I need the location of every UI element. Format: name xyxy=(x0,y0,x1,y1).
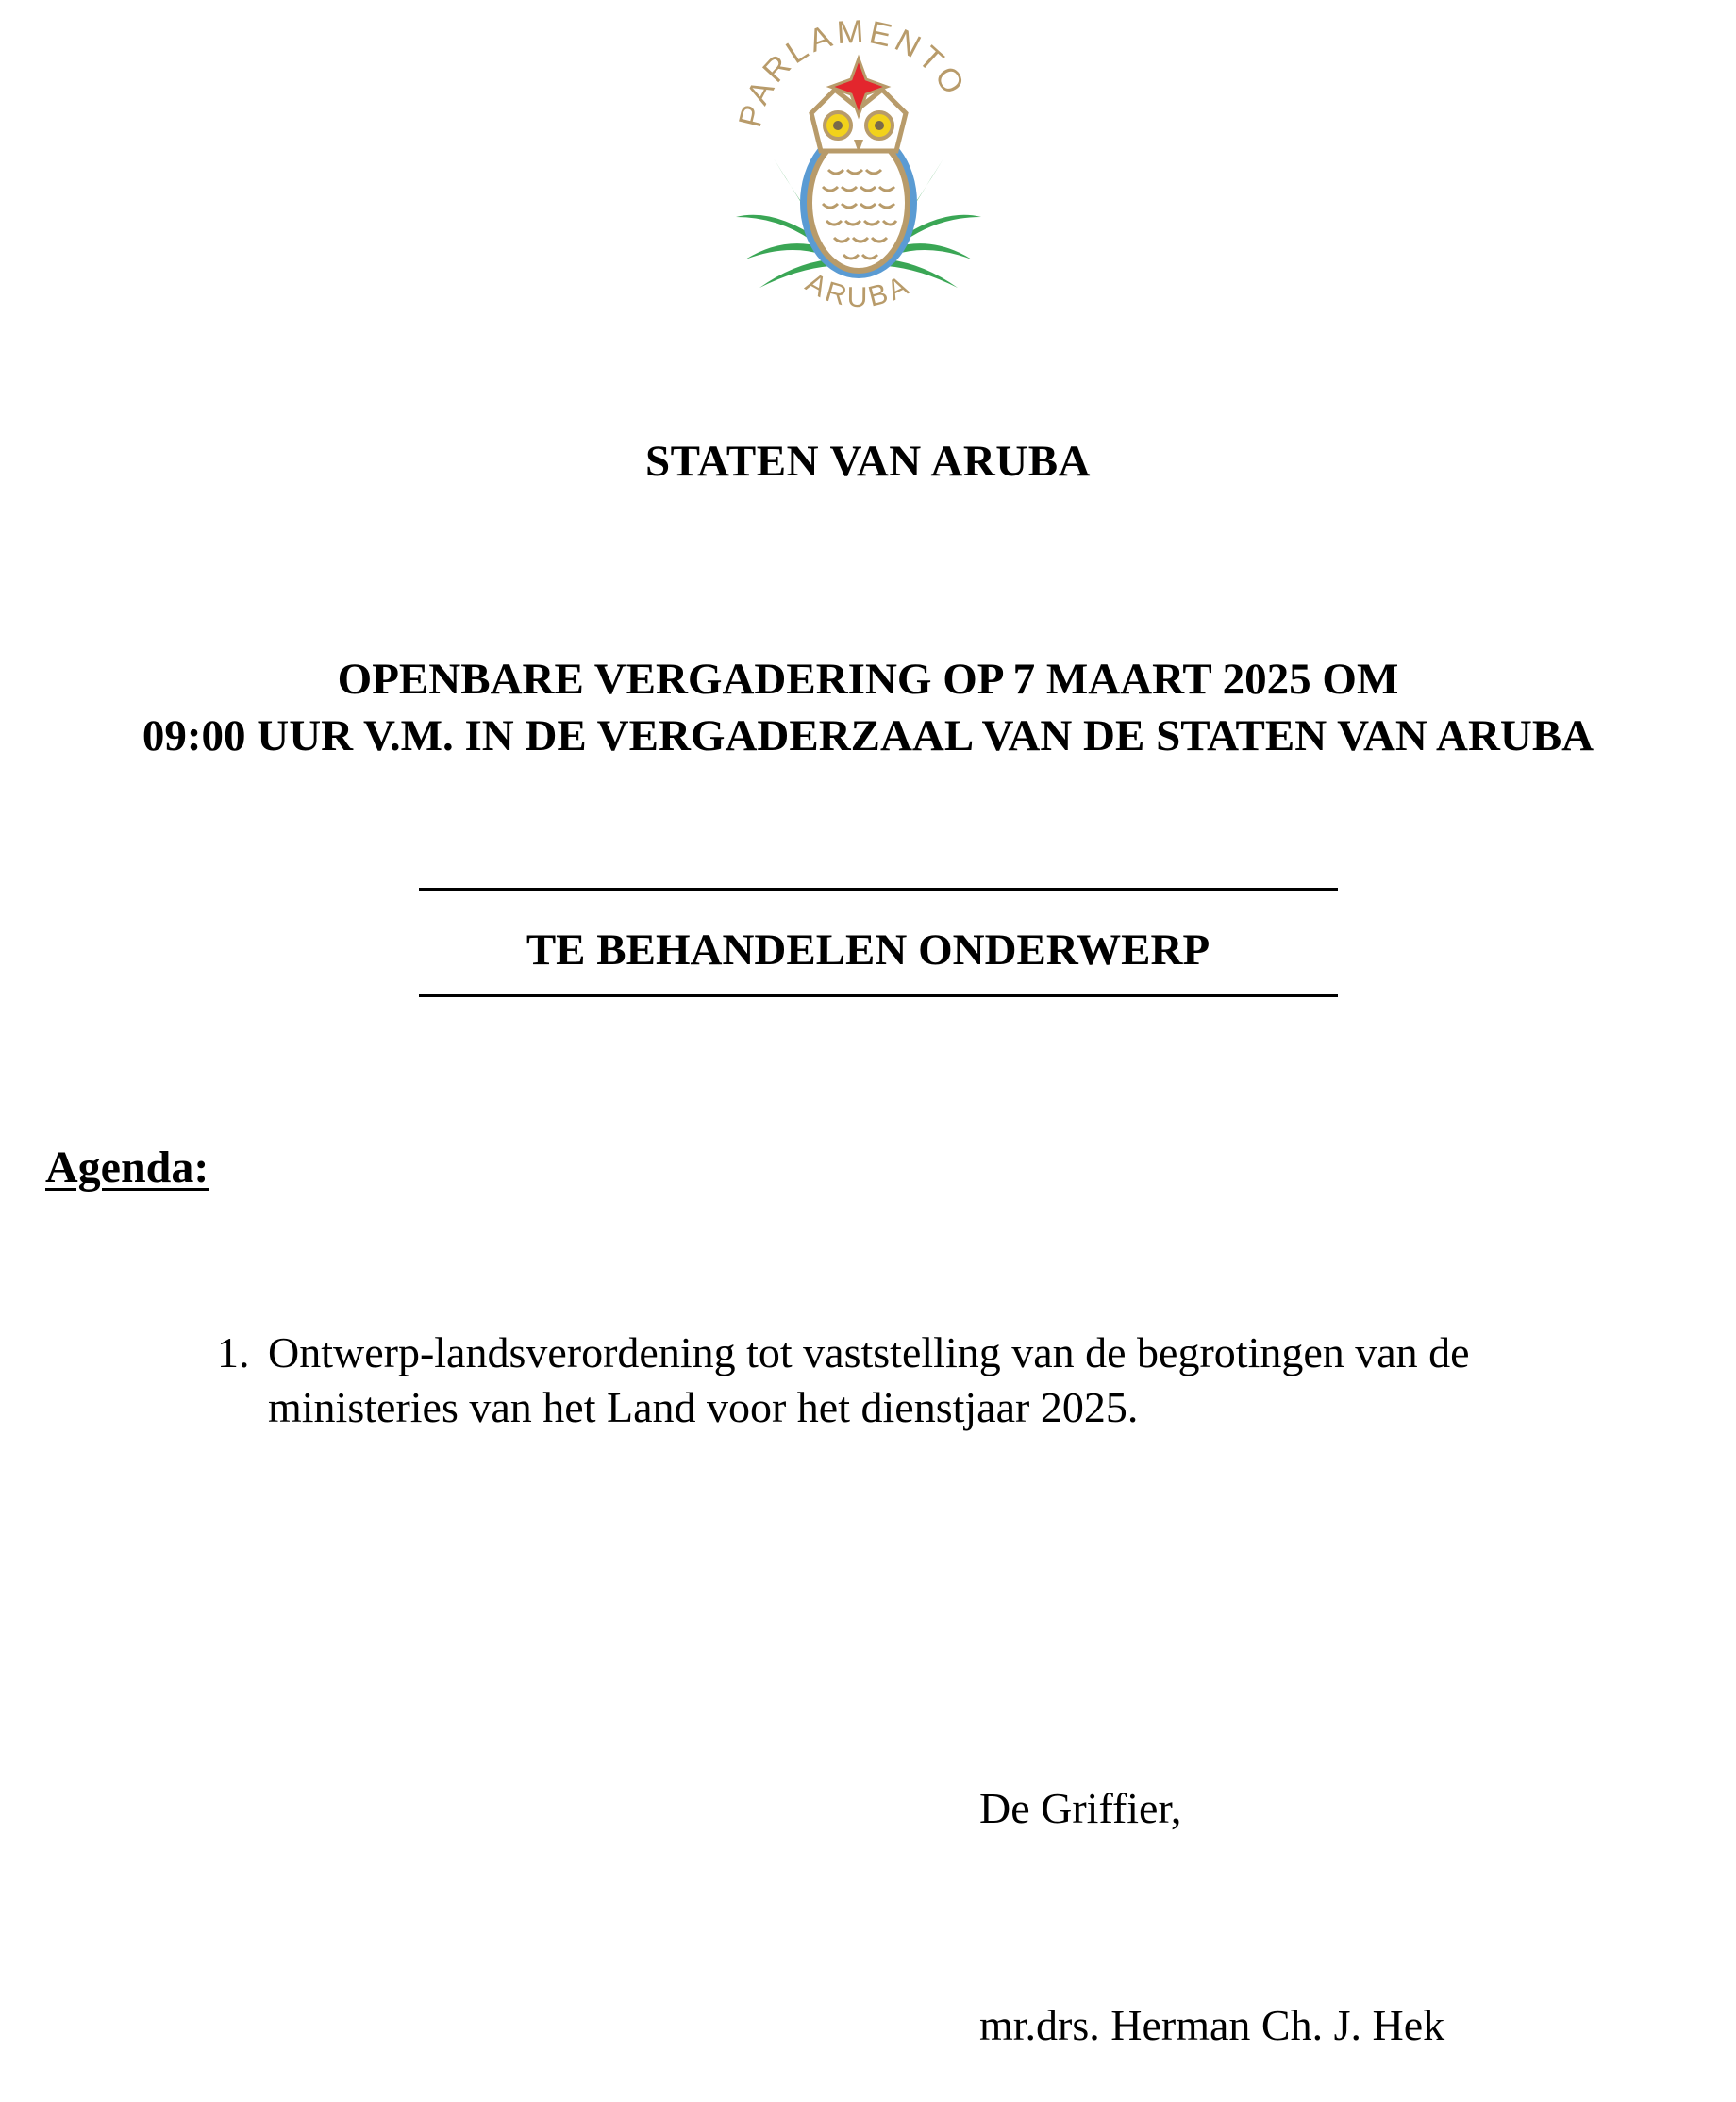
meeting-heading xyxy=(0,651,1736,764)
agenda-label: Agenda: xyxy=(45,1143,209,1193)
parlamento-aruba-logo xyxy=(717,0,1000,330)
logo-arc-bottom-text: ARUBA xyxy=(800,266,917,314)
agenda-item-text-line-2: ministeries van het Land voor het dienstjaar 2025. xyxy=(268,1383,1139,1431)
logo-arc-top-text: PARLAMENTO xyxy=(732,13,974,131)
agenda-item xyxy=(217,1326,1594,1435)
subject-divider-bottom xyxy=(419,994,1338,997)
agenda-item-number: 1. xyxy=(217,1328,250,1376)
signoff-closing: De Griffier, xyxy=(979,1784,1182,1832)
meeting-heading-line-2: 09:00 UUR V.M. IN DE VERGADERZAAL VAN DE STATEN VAN ARUBA xyxy=(142,711,1594,760)
subject-title: TE BEHANDELEN ONDERWERP xyxy=(526,926,1210,975)
agenda-list xyxy=(217,1326,1594,1435)
signatory-name: mr.drs. Herman Ch. J. Hek xyxy=(979,2001,1445,2049)
meeting-heading-line-1: OPENBARE VERGADERING OP 7 MAART 2025 OM xyxy=(337,655,1399,704)
institution-title: STATEN VAN ARUBA xyxy=(644,437,1092,486)
subject-divider-top xyxy=(419,888,1338,891)
agenda-item-text-line-1: Ontwerp-landsverordening tot vaststelling van de begrotingen van de xyxy=(268,1328,1470,1376)
